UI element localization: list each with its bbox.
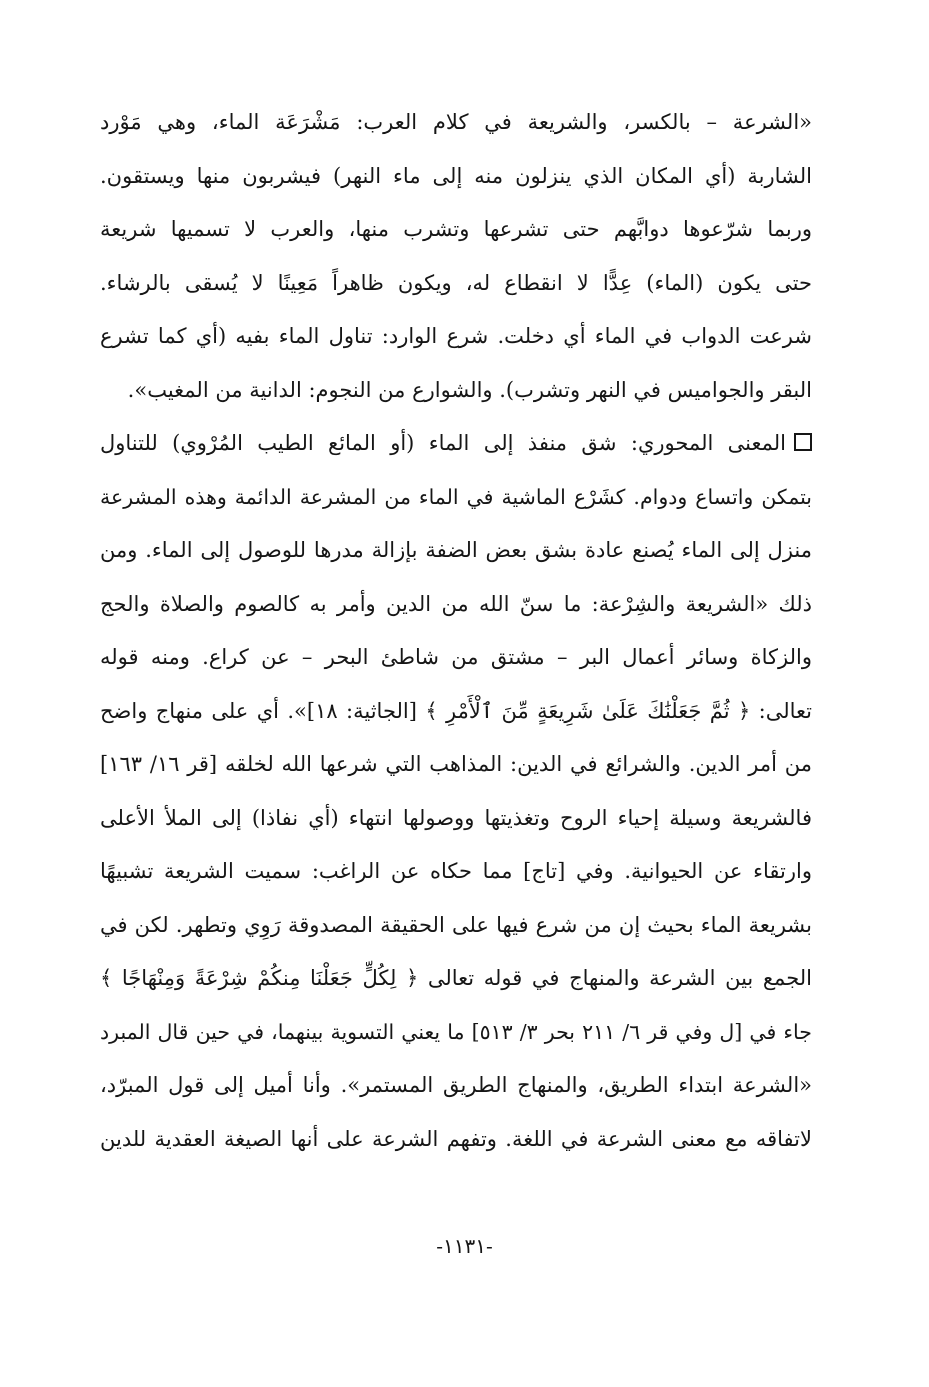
text-line: لاتفاقه مع معنى الشرعة في اللغة. وتفهم الشرعة على أنها الصيغة العقدية للدين [100,1126,812,1151]
text-line: وربما شرّعوها دوابَّهم حتى تشرعها وتشرب منها، والعرب لا تسميها شريعة [100,217,812,241]
text-line: «الشرعة ابتداء الطريق، والمنهاج الطريق المستمر». وأنا أميل إلى قول المبرّد، [100,1073,812,1097]
text-line: جاء في [ل وفي قر ٦/ ٢١١ بحر ٣/ ٥١٣] ما يعني التسوية بينهما، في حين قال المبرد [100,1019,812,1044]
text-line: «الشرعة – بالكسر، والشريعة في كلام العرب: مَشْرَعَة الماء، وهي مَوْرد [100,110,812,134]
text-line: تعالى: ﴿ ثُمَّ جَعَلْنَٰكَ عَلَىٰ شَرِيعَةٍ مِّنَ ٱلْأَمْرِ ﴾ [الجاثية: ١٨]». أي على منهاج واضح [100,698,812,723]
text-line: من أمر الدين. والشرائع في الدين: المذاهب التي شرعها الله لخلقه [قر ١٦/ ١٦٣] [100,752,812,776]
text-line: وارتقاء عن الحيوانية. وفي [تاج] مما حكاه عن الراغب: سميت الشريعة تشبيهًا [100,859,812,883]
body-text [100,96,812,1166]
text-line: شرعت الدواب في الماء أي دخلت. شرع الوارد: تناول الماء بفيه (أي كما تشرع [100,324,812,348]
text-line: منزل إلى الماء يُصنع عادة بشق بعض الضفة بإزالة مدرها للوصول إلى الماء. ومن [100,538,812,562]
text-line: بتمكن واتساع ودوام. كشَرْع الماشية في الماء من المشرعة الدائمة وهذه المشرعة [100,484,812,509]
text-line: البقر والجواميس في النهر وتشرب). والشوارع من النجوم: الدانية من المغيب». [127,377,812,402]
text-line: بشريعة الماء بحيث إن من شرع فيها على الحقيقة المصدوقة رَوِي وتطهر. لكن في [100,912,812,937]
page-number: -١١٣١- [436,1234,493,1258]
text-line: حتى يكون (الماء) عِدًّا لا انقطاع له، ويكون ظاهراً مَعِينًا لا يُسقى بالرشاء. [100,270,812,295]
text-line: ذلك «الشريعة والشِرْعة: ما سنّ الله من الدين وأمر به كالصوم والصلاة والحج [100,591,812,616]
text-line: والزكاة وسائر أعمال البر – مشتق من شاطئ البحر – عن كراع. ومنه قوله [100,645,812,669]
square-box-icon [794,433,812,451]
text-line-with-marker [100,417,812,471]
text-line: فالشريعة وسيلة إحياء الروح وتغذيتها ووصولها انتهاء (أي نفاذا) إلى الملأ الأعلى [100,805,812,830]
text-line: الجمع بين الشرعة والمنهاج في قوله تعالى ﴿ لِكُلٍّ جَعَلْنَا مِنكُمْ شِرْعَةً وَمِنْهَاجًا ﴾ [100,966,812,990]
text-line: الشاربة (أي المكان الذي ينزلون منه إلى ماء النهر) فيشربون منها ويستقون. [100,163,812,188]
text-line: المعنى المحوري: شق منفذ إلى الماء (أو المائع الطيب المُرْوي) للتناول [100,431,786,455]
